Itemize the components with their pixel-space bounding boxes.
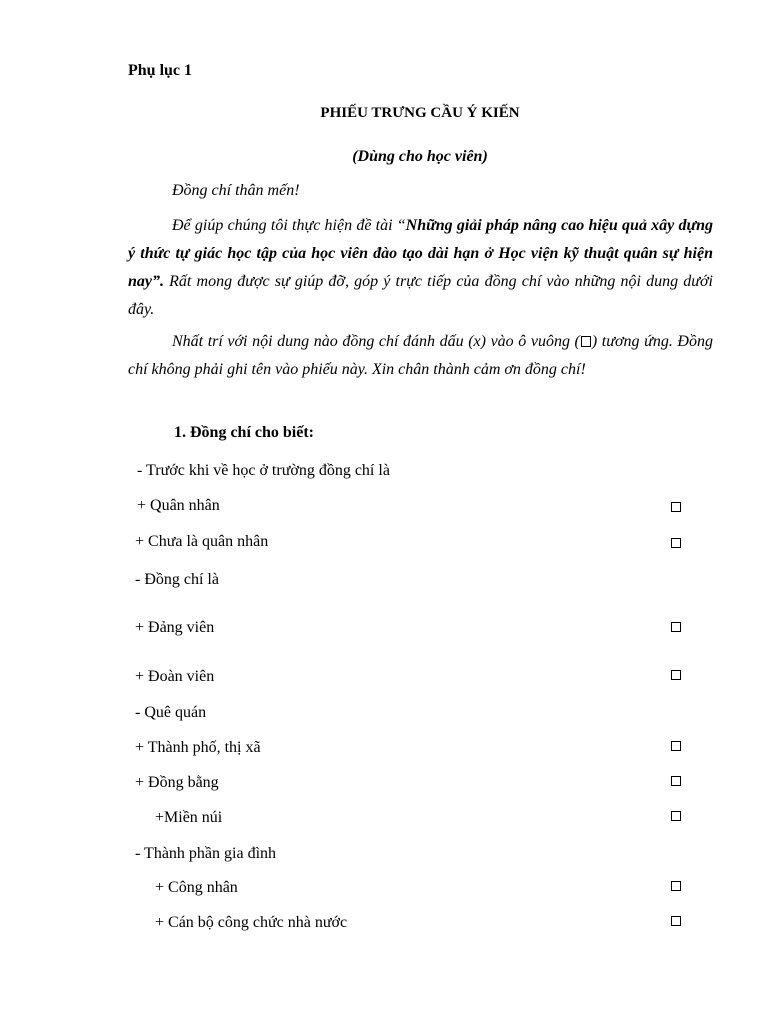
option-civil-servant-label: + Cán bộ công chức nhà nước	[155, 914, 348, 931]
option-city-label: + Thành phố, thị xã	[135, 739, 261, 756]
before-study-label: - Trước khi về học ở trường đồng chí là	[137, 462, 390, 479]
option-delta-label: + Đồng bằng	[135, 774, 219, 791]
section-1-title: 1. Đồng chí cho biết:	[174, 424, 314, 441]
option-delta-checkbox[interactable]	[671, 776, 681, 786]
greeting: Đồng chí thân mến!	[172, 182, 300, 199]
option-mountain-label: +Miền núi	[155, 809, 223, 826]
instruction-after: ) tương ứng. Đồng chí không phải ghi tên vào phiếu này. Xin chân thành cảm ơn đồng chí!	[128, 333, 713, 378]
intro-after: Rất mong được sự giúp đỡ, góp ý trực tiếp của đồng chí vào những nội dung dưới đây.	[128, 273, 713, 318]
option-civil-servant-checkbox[interactable]	[671, 916, 681, 926]
option-soldier-checkbox[interactable]	[671, 502, 681, 512]
option-mountain-checkbox[interactable]	[671, 811, 681, 821]
family-label: - Thành phần gia đình	[135, 845, 277, 862]
option-party-member-checkbox[interactable]	[671, 622, 681, 632]
option-union-member-checkbox[interactable]	[671, 670, 681, 680]
intro-topic: Những giải pháp nâng cao hiệu quả xây dựng ý thức tự giác học tập của học viên đào tạo dài hạn ở Học viện kỹ thuật quân sự hiện nay”.	[128, 217, 713, 290]
option-soldier-label: + Quân nhân	[137, 497, 220, 514]
option-party-member-label: + Đảng viên	[135, 619, 215, 636]
option-worker-label: + Công nhân	[155, 879, 238, 896]
intro-before: Để giúp chúng tôi thực hiện đề tài “	[172, 217, 406, 234]
page-subtitle: (Dùng cho học viên)	[352, 148, 488, 165]
option-city-checkbox[interactable]	[671, 741, 681, 751]
appendix-label: Phụ lục 1	[128, 62, 193, 79]
checkbox-symbol-icon	[581, 336, 591, 347]
option-worker-checkbox[interactable]	[671, 881, 681, 891]
option-not-soldier-label: + Chưa là quân nhân	[135, 533, 269, 550]
instruction-before: Nhất trí với nội dung nào đồng chí đánh dấu (x) vào ô vuông (	[172, 333, 580, 350]
option-not-soldier-checkbox[interactable]	[671, 538, 681, 548]
page-title: PHIẾU TRƯNG CẦU Ý KIẾN	[320, 105, 520, 121]
member-label: - Đồng chí là	[135, 571, 219, 588]
hometown-label: - Quê quán	[135, 704, 207, 721]
instruction-paragraph	[128, 328, 713, 384]
option-union-member-label: + Đoàn viên	[135, 668, 215, 685]
intro-paragraph	[128, 212, 713, 324]
